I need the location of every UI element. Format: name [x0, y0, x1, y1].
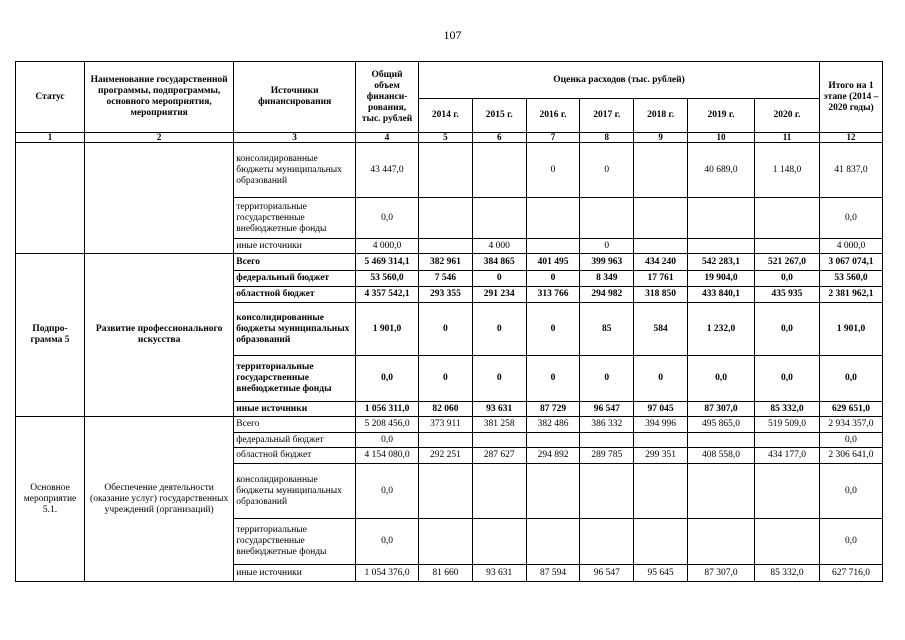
value-cell [419, 143, 473, 198]
column-number: 6 [472, 133, 526, 143]
value-cell [688, 198, 755, 239]
value-cell: 313 766 [526, 287, 580, 303]
value-cell: 0,0 [819, 198, 882, 239]
name-cell: Обеспечение деятельности (оказание услуг) государственных учреждений (организаций) [85, 417, 234, 582]
value-cell: 1 056 311,0 [356, 402, 419, 417]
value-cell: 2 381 962,1 [819, 287, 882, 303]
value-cell: 87 307,0 [688, 402, 755, 417]
value-cell [634, 433, 688, 448]
value-cell: 17 761 [634, 271, 688, 287]
value-cell: 519 509,0 [755, 417, 820, 433]
value-cell: 85 [580, 303, 634, 356]
value-cell: 584 [634, 303, 688, 356]
value-cell [419, 239, 473, 254]
value-cell: 289 785 [580, 448, 634, 464]
value-cell [688, 519, 755, 565]
value-cell: 43 447,0 [356, 143, 419, 198]
value-cell: 0,0 [755, 271, 820, 287]
header-year: 2020 г. [755, 99, 820, 133]
value-cell: 0 [526, 143, 580, 198]
header-sources: Источники финансирования [234, 62, 356, 133]
source-cell: иные источники [234, 239, 356, 254]
value-cell [580, 464, 634, 519]
column-number: 10 [688, 133, 755, 143]
value-cell [634, 143, 688, 198]
value-cell: 0,0 [819, 519, 882, 565]
value-cell: 0 [580, 356, 634, 402]
value-cell: 291 234 [472, 287, 526, 303]
value-cell: 82 060 [419, 402, 473, 417]
value-cell: 521 267,0 [755, 254, 820, 271]
page-number: 107 [443, 28, 462, 42]
value-cell [526, 519, 580, 565]
source-cell: федеральный бюджет [234, 433, 356, 448]
value-cell: 4 000 [472, 239, 526, 254]
value-cell: 1 901,0 [819, 303, 882, 356]
value-cell [688, 464, 755, 519]
value-cell: 399 963 [580, 254, 634, 271]
value-cell: 0 [580, 239, 634, 254]
value-cell [526, 239, 580, 254]
value-cell: 0 [419, 356, 473, 402]
value-cell: 0 [472, 271, 526, 287]
value-cell [472, 433, 526, 448]
source-cell: территориальные государственные внебюджетные фонды [234, 519, 356, 565]
value-cell [419, 433, 473, 448]
value-cell [526, 464, 580, 519]
column-number: 3 [234, 133, 356, 143]
source-cell: Всего [234, 417, 356, 433]
value-cell: 495 865,0 [688, 417, 755, 433]
value-cell: 0,0 [819, 433, 882, 448]
value-cell: 0 [580, 143, 634, 198]
value-cell: 1 901,0 [356, 303, 419, 356]
header-itogo: Итого на 1 этапе (2014 – 2020 годы) [819, 62, 882, 133]
value-cell: 3 067 074,1 [819, 254, 882, 271]
column-number: 11 [755, 133, 820, 143]
value-cell: 85 332,0 [755, 402, 820, 417]
value-cell: 318 850 [634, 287, 688, 303]
value-cell [419, 519, 473, 565]
value-cell: 5 208 456,0 [356, 417, 419, 433]
value-cell [634, 464, 688, 519]
header-expenses: Оценка расходов (тыс. рублей) [419, 62, 820, 99]
header-year: 2015 г. [472, 99, 526, 133]
value-cell [634, 198, 688, 239]
value-cell: 87 729 [526, 402, 580, 417]
value-cell: 19 904,0 [688, 271, 755, 287]
status-cell: Подпро-грамма 5 [16, 254, 85, 417]
column-number: 8 [580, 133, 634, 143]
value-cell: 0,0 [819, 356, 882, 402]
source-cell: консолидированные бюджеты муниципальных образований [234, 303, 356, 356]
source-cell: Всего [234, 254, 356, 271]
header-year: 2016 г. [526, 99, 580, 133]
value-cell [688, 433, 755, 448]
value-cell: 4 357 542,1 [356, 287, 419, 303]
value-cell: 394 996 [634, 417, 688, 433]
value-cell [419, 198, 473, 239]
value-cell: 0,0 [755, 356, 820, 402]
value-cell: 287 627 [472, 448, 526, 464]
value-cell: 293 355 [419, 287, 473, 303]
value-cell: 0 [472, 356, 526, 402]
status-cell [16, 143, 85, 254]
value-cell [472, 198, 526, 239]
value-cell: 0,0 [356, 198, 419, 239]
value-cell: 0 [419, 303, 473, 356]
value-cell: 0 [472, 303, 526, 356]
source-cell: областной бюджет [234, 287, 356, 303]
value-cell: 299 351 [634, 448, 688, 464]
value-cell [580, 519, 634, 565]
value-cell: 4 000,0 [819, 239, 882, 254]
value-cell [688, 239, 755, 254]
value-cell: 381 258 [472, 417, 526, 433]
source-cell: федеральный бюджет [234, 271, 356, 287]
value-cell [472, 143, 526, 198]
budget-table [15, 61, 883, 582]
value-cell [755, 464, 820, 519]
status-cell: Основное мероприятие 5.1. [16, 417, 85, 582]
value-cell: 0,0 [688, 356, 755, 402]
value-cell: 386 332 [580, 417, 634, 433]
value-cell: 93 631 [472, 565, 526, 582]
value-cell: 53 560,0 [356, 271, 419, 287]
value-cell [580, 198, 634, 239]
value-cell: 85 332,0 [755, 565, 820, 582]
value-cell: 384 865 [472, 254, 526, 271]
value-cell [419, 464, 473, 519]
value-cell: 294 982 [580, 287, 634, 303]
value-cell [755, 519, 820, 565]
value-cell: 95 645 [634, 565, 688, 582]
name-cell: Развитие профессионального искусства [85, 254, 234, 417]
header-year: 2014 г. [419, 99, 473, 133]
header-name: Наименование государственной программы, подпрограммы, основного мероприятия, мероприятия [85, 62, 234, 133]
header-year: 2017 г. [580, 99, 634, 133]
value-cell: 87 594 [526, 565, 580, 582]
table-row [16, 417, 883, 433]
value-cell: 0,0 [755, 303, 820, 356]
table-row [16, 143, 883, 198]
value-cell: 0,0 [356, 464, 419, 519]
column-number: 1 [16, 133, 85, 143]
value-cell: 1 148,0 [755, 143, 820, 198]
source-cell: областной бюджет [234, 448, 356, 464]
value-cell [472, 519, 526, 565]
value-cell: 8 349 [580, 271, 634, 287]
value-cell: 97 045 [634, 402, 688, 417]
value-cell: 0,0 [356, 519, 419, 565]
value-cell: 93 631 [472, 402, 526, 417]
value-cell [755, 433, 820, 448]
table-row [16, 254, 883, 271]
value-cell: 434 240 [634, 254, 688, 271]
value-cell: 7 546 [419, 271, 473, 287]
value-cell [755, 198, 820, 239]
column-number: 7 [526, 133, 580, 143]
source-cell: иные источники [234, 565, 356, 582]
value-cell: 408 558,0 [688, 448, 755, 464]
value-cell: 1 232,0 [688, 303, 755, 356]
value-cell [526, 433, 580, 448]
value-cell: 629 651,0 [819, 402, 882, 417]
header-year: 2019 г. [688, 99, 755, 133]
value-cell: 4 154 080,0 [356, 448, 419, 464]
value-cell: 627 716,0 [819, 565, 882, 582]
value-cell: 0 [526, 271, 580, 287]
value-cell: 2 306 641,0 [819, 448, 882, 464]
value-cell: 96 547 [580, 565, 634, 582]
value-cell: 401 495 [526, 254, 580, 271]
value-cell: 0 [526, 303, 580, 356]
value-cell: 0,0 [356, 356, 419, 402]
value-cell: 0,0 [819, 464, 882, 519]
value-cell: 433 840,1 [688, 287, 755, 303]
value-cell: 294 892 [526, 448, 580, 464]
value-cell: 0 [634, 356, 688, 402]
column-number: 2 [85, 133, 234, 143]
source-cell: консолидированные бюджеты муниципальных образований [234, 143, 356, 198]
value-cell: 0,0 [356, 433, 419, 448]
value-cell: 434 177,0 [755, 448, 820, 464]
value-cell: 292 251 [419, 448, 473, 464]
value-cell: 373 911 [419, 417, 473, 433]
value-cell [755, 239, 820, 254]
value-cell: 96 547 [580, 402, 634, 417]
value-cell: 53 560,0 [819, 271, 882, 287]
value-cell: 2 934 357,0 [819, 417, 882, 433]
source-cell: консолидированные бюджеты муниципальных образований [234, 464, 356, 519]
value-cell: 40 689,0 [688, 143, 755, 198]
column-number: 9 [634, 133, 688, 143]
value-cell: 41 837,0 [819, 143, 882, 198]
value-cell: 81 660 [419, 565, 473, 582]
value-cell: 1 054 376,0 [356, 565, 419, 582]
value-cell: 382 961 [419, 254, 473, 271]
value-cell [580, 433, 634, 448]
header-year: 2018 г. [634, 99, 688, 133]
source-cell: иные источники [234, 402, 356, 417]
value-cell: 0 [526, 356, 580, 402]
value-cell: 382 486 [526, 417, 580, 433]
header-status: Статус [16, 62, 85, 133]
column-number: 12 [819, 133, 882, 143]
name-cell [85, 143, 234, 254]
header-total: Общий объем финанси-рования, тыс. рублей [356, 62, 419, 133]
value-cell [634, 239, 688, 254]
value-cell: 87 307,0 [688, 565, 755, 582]
value-cell [526, 198, 580, 239]
column-number: 5 [419, 133, 473, 143]
value-cell [634, 519, 688, 565]
value-cell: 542 283,1 [688, 254, 755, 271]
value-cell [472, 464, 526, 519]
value-cell: 4 000,0 [356, 239, 419, 254]
source-cell: территориальные государственные внебюджетные фонды [234, 356, 356, 402]
value-cell: 5 469 314,1 [356, 254, 419, 271]
source-cell: территориальные государственные внебюджетные фонды [234, 198, 356, 239]
column-number: 4 [356, 133, 419, 143]
value-cell: 435 935 [755, 287, 820, 303]
